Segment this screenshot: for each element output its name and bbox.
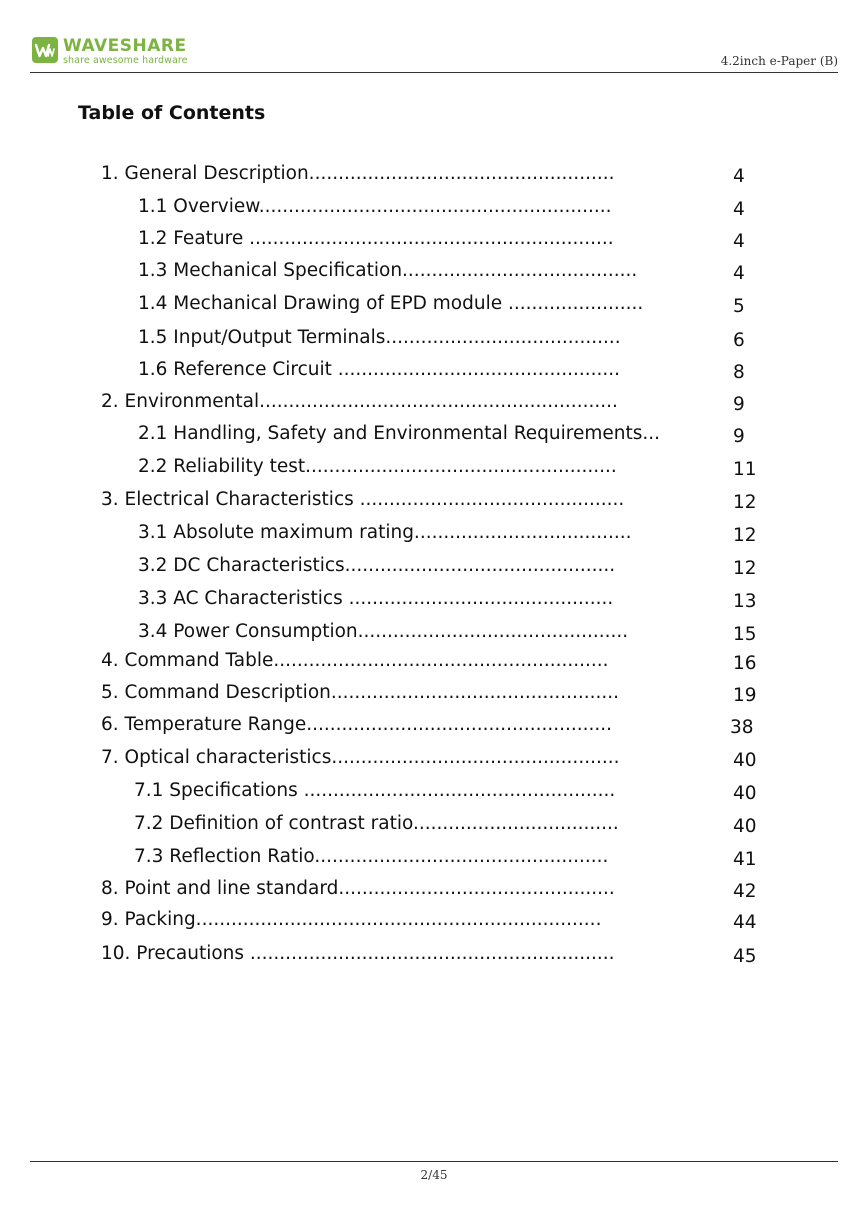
toc-entry-title: 1.1 Overview............................................................ bbox=[138, 196, 612, 217]
toc-entry-page: 5 bbox=[733, 296, 745, 317]
toc-entry-title: 3.2 DC Characteristics.............................................. bbox=[138, 555, 616, 576]
toc-entry-page: 44 bbox=[733, 912, 757, 933]
toc-entry-title: 1.3 Mechanical Specification........................................ bbox=[138, 260, 638, 281]
toc-entry-title: 3.1 Absolute maximum rating..................................... bbox=[138, 522, 632, 543]
toc-entry-title: 2.1 Handling, Safety and Environmental Requirements... bbox=[138, 423, 661, 444]
toc-entry[interactable] bbox=[138, 196, 760, 222]
toc-entry-title: 3.4 Power Consumption.............................................. bbox=[138, 621, 629, 642]
toc-entry-page: 12 bbox=[733, 525, 757, 546]
toc-entry[interactable] bbox=[101, 650, 760, 676]
toc-entry-title: 3. Electrical Characteristics ............................................. bbox=[101, 489, 625, 510]
toc-entry-title: 7. Optical characteristics................................................. bbox=[101, 747, 620, 768]
toc-entry-title: 4. Command Table......................................................... bbox=[101, 650, 609, 671]
toc-entry[interactable] bbox=[101, 682, 760, 708]
toc-entry-page: 9 bbox=[733, 394, 745, 415]
toc-entry-page: 8 bbox=[733, 362, 745, 383]
toc-entry-title: 1.5 Input/Output Terminals........................................ bbox=[138, 327, 621, 348]
toc-entry-title: 7.2 Definition of contrast ratio................................... bbox=[134, 813, 619, 834]
toc-entry-page: 42 bbox=[733, 881, 757, 902]
toc-entry[interactable] bbox=[134, 780, 760, 806]
toc-entry-page: 12 bbox=[733, 492, 757, 513]
toc-entry-page: 15 bbox=[733, 624, 757, 645]
toc-entry-title: 7.3 Reflection Ratio.................................................. bbox=[134, 846, 609, 867]
toc-entry-title: 2. Environmental............................................................. bbox=[101, 391, 618, 412]
toc-entry-title: 1.6 Reference Circuit ................................................ bbox=[138, 359, 621, 380]
toc-entry-title: 1.2 Feature .............................................................. bbox=[138, 228, 614, 249]
toc-entry[interactable] bbox=[101, 391, 760, 417]
toc-entry-page: 40 bbox=[733, 783, 757, 804]
page-number: 2/45 bbox=[420, 1168, 448, 1182]
toc-entry-title: 3.3 AC Characteristics ............................................. bbox=[138, 588, 614, 609]
toc-entry[interactable] bbox=[138, 522, 760, 548]
toc-entry-title: 2.2 Reliability test..................................................... bbox=[138, 456, 617, 477]
page-footer bbox=[30, 1161, 838, 1182]
toc-entry[interactable] bbox=[138, 456, 760, 482]
toc-entry[interactable] bbox=[138, 555, 760, 581]
toc-entry-title: 10. Precautions .............................................................. bbox=[101, 943, 615, 964]
toc-entry-page: 4 bbox=[733, 263, 745, 284]
toc-entry-page: 38 bbox=[730, 717, 754, 738]
toc-entry[interactable] bbox=[101, 747, 760, 773]
toc-heading: Table of Contents bbox=[78, 102, 266, 124]
toc-entry-title: 6. Temperature Range.................................................... bbox=[101, 714, 613, 735]
toc-entry-page: 11 bbox=[733, 459, 757, 480]
toc-entry-title: 5. Command Description................................................. bbox=[101, 682, 620, 703]
toc-entry[interactable] bbox=[134, 846, 760, 872]
toc-entry-page: 19 bbox=[733, 685, 757, 706]
toc-entry[interactable] bbox=[138, 327, 760, 353]
toc-entry[interactable] bbox=[101, 909, 760, 935]
toc-entry[interactable] bbox=[101, 163, 760, 189]
toc-entry[interactable] bbox=[138, 359, 760, 385]
toc-entry[interactable] bbox=[138, 260, 760, 286]
toc-entry-page: 41 bbox=[733, 849, 757, 870]
toc-entry[interactable] bbox=[101, 878, 760, 904]
toc-entry[interactable] bbox=[138, 423, 760, 449]
toc-entry-title: 8. Point and line standard............................................... bbox=[101, 878, 615, 899]
toc-entry[interactable] bbox=[138, 293, 760, 319]
brand-tagline: share awesome hardware bbox=[63, 55, 188, 66]
toc-entry[interactable] bbox=[101, 943, 760, 969]
toc-entry-page: 40 bbox=[733, 816, 757, 837]
toc-entry-page: 40 bbox=[733, 750, 757, 771]
toc-entry-page: 4 bbox=[733, 231, 745, 252]
brand-name: WAVESHARE bbox=[63, 36, 187, 56]
toc-entry-page: 4 bbox=[733, 166, 745, 187]
toc-entry-page: 4 bbox=[733, 199, 745, 220]
toc-entry-page: 13 bbox=[733, 591, 757, 612]
toc-entry-page: 9 bbox=[733, 426, 745, 447]
toc-entry-title: 7.1 Specifications ..................................................... bbox=[134, 780, 616, 801]
toc-entry-page: 12 bbox=[733, 558, 757, 579]
toc-entry[interactable] bbox=[138, 621, 760, 647]
document-title: 4.2inch e-Paper (B) bbox=[720, 54, 838, 68]
toc-entry[interactable] bbox=[101, 714, 760, 740]
toc-entry-title: 1. General Description.................................................... bbox=[101, 163, 615, 184]
toc-entry[interactable] bbox=[101, 489, 760, 515]
toc-entry[interactable] bbox=[138, 588, 760, 614]
toc-entry-title: 9. Packing..................................................................... bbox=[101, 909, 602, 930]
toc-entry-title: 1.4 Mechanical Drawing of EPD module ....................... bbox=[138, 293, 644, 314]
toc-entry[interactable] bbox=[138, 228, 760, 254]
toc-entry-page: 16 bbox=[733, 653, 757, 674]
toc-entry[interactable] bbox=[134, 813, 760, 839]
toc-entry-page: 45 bbox=[733, 946, 757, 967]
toc-entry-page: 6 bbox=[733, 330, 745, 351]
